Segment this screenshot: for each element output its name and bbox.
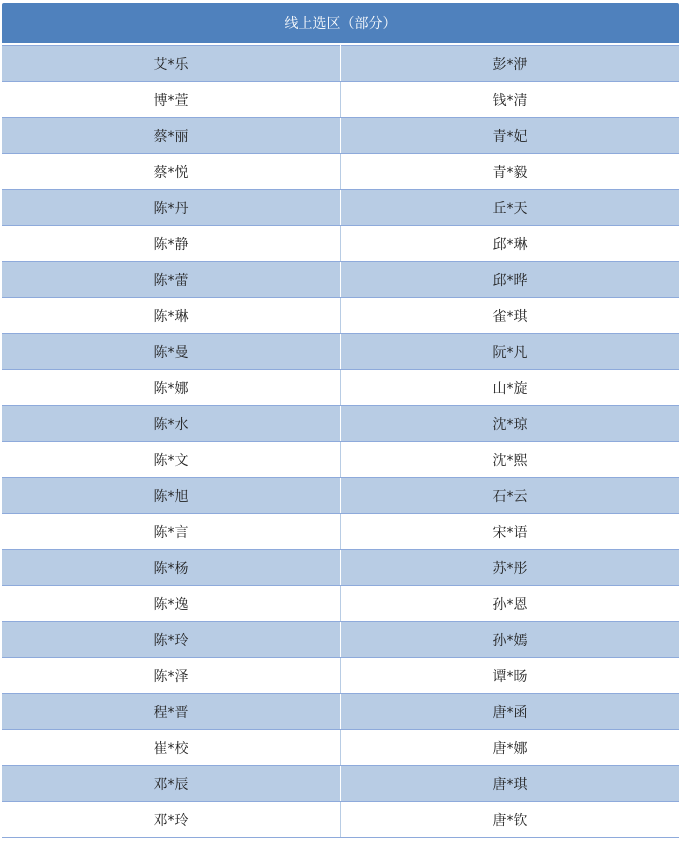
name-cell-right: 唐*函: [341, 694, 680, 730]
name-cell-right: 丘*天: [341, 190, 680, 226]
name-cell-right: 沈*熙: [341, 442, 680, 478]
table-row: [2, 118, 679, 154]
name-cell-left: 陈*蕾: [2, 262, 341, 298]
table-row: [2, 370, 679, 406]
name-cell-right: 唐*娜: [341, 730, 680, 766]
name-cell-left: 陈*泽: [2, 658, 341, 694]
name-cell-right: 钱*清: [341, 82, 680, 118]
table-row: [2, 550, 679, 586]
table-title: 线上选区（部分）: [2, 3, 679, 45]
name-cell-right: 宋*语: [341, 514, 680, 550]
name-list-sheet: [2, 3, 679, 838]
table-row: [2, 622, 679, 658]
name-cell-right: 青*妃: [341, 118, 680, 154]
name-cell-left: 博*萱: [2, 82, 341, 118]
name-cell-left: 程*晋: [2, 694, 341, 730]
name-cell-right: 雀*琪: [341, 298, 680, 334]
name-table-body: [2, 46, 679, 838]
table-row: [2, 262, 679, 298]
name-cell-right: 唐*钦: [341, 802, 680, 838]
name-cell-right: 彭*洢: [341, 46, 680, 82]
name-cell-left: 邓*辰: [2, 766, 341, 802]
table-row: [2, 694, 679, 730]
name-cell-left: 邓*玲: [2, 802, 341, 838]
name-cell-right: 孙*嫣: [341, 622, 680, 658]
name-cell-left: 陈*丹: [2, 190, 341, 226]
table-row: [2, 586, 679, 622]
table-row: [2, 406, 679, 442]
name-cell-right: 石*云: [341, 478, 680, 514]
name-cell-left: 陈*杨: [2, 550, 341, 586]
name-cell-left: 陈*玲: [2, 622, 341, 658]
name-cell-left: 蔡*悦: [2, 154, 341, 190]
table-row: [2, 802, 679, 838]
table-row: [2, 766, 679, 802]
name-cell-left: 陈*娜: [2, 370, 341, 406]
table-row: [2, 82, 679, 118]
name-cell-right: 谭*旸: [341, 658, 680, 694]
name-cell-left: 艾*乐: [2, 46, 341, 82]
name-cell-left: 陈*琳: [2, 298, 341, 334]
table-row: [2, 478, 679, 514]
table-row: [2, 226, 679, 262]
name-cell-left: 崔*校: [2, 730, 341, 766]
name-cell-right: 孙*恩: [341, 586, 680, 622]
name-table: [2, 45, 679, 838]
name-cell-left: 陈*水: [2, 406, 341, 442]
table-row: [2, 46, 679, 82]
table-row: [2, 730, 679, 766]
name-cell-right: 邱*琳: [341, 226, 680, 262]
name-cell-right: 青*毅: [341, 154, 680, 190]
table-row: [2, 658, 679, 694]
name-cell-right: 山*旋: [341, 370, 680, 406]
name-cell-right: 阮*凡: [341, 334, 680, 370]
name-cell-left: 陈*曼: [2, 334, 341, 370]
name-cell-right: 苏*彤: [341, 550, 680, 586]
name-cell-left: 陈*逸: [2, 586, 341, 622]
name-cell-left: 蔡*丽: [2, 118, 341, 154]
table-row: [2, 190, 679, 226]
name-cell-right: 邱*晔: [341, 262, 680, 298]
table-row: [2, 514, 679, 550]
table-row: [2, 154, 679, 190]
name-cell-right: 唐*琪: [341, 766, 680, 802]
name-cell-right: 沈*琼: [341, 406, 680, 442]
table-row: [2, 334, 679, 370]
name-cell-left: 陈*言: [2, 514, 341, 550]
name-cell-left: 陈*旭: [2, 478, 341, 514]
name-cell-left: 陈*静: [2, 226, 341, 262]
name-cell-left: 陈*文: [2, 442, 341, 478]
table-row: [2, 442, 679, 478]
table-row: [2, 298, 679, 334]
